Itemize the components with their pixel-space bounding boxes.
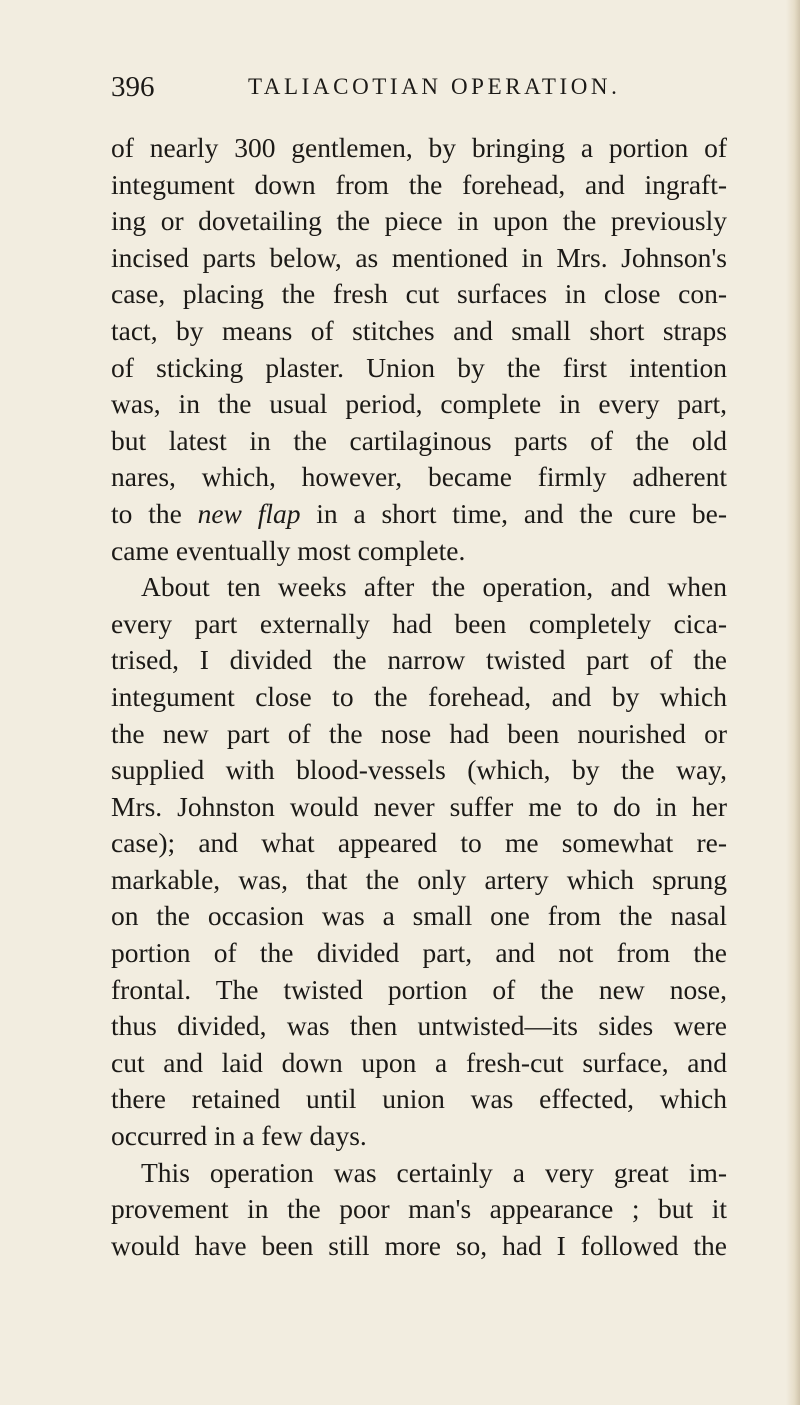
text-line: the new part of the nose had been nourished or: [111, 717, 727, 749]
text-line: on the occasion was a small one from the nasal: [111, 900, 727, 932]
paragraph-end-line: came eventually most complete.: [111, 534, 466, 566]
text-line: tact, by means of stitches and small short straps: [111, 314, 727, 346]
text-segment: in a short time, and the cure be-: [300, 497, 727, 529]
text-line: cut and laid down upon a fresh-cut surface, and: [111, 1046, 727, 1078]
text-line: would have been still more so, had I followed the: [111, 1229, 727, 1261]
running-head: TALIACOTIAN OPERATION.: [248, 74, 621, 99]
text-line: thus divided, was then untwisted—its sides were: [111, 1010, 727, 1042]
text-line: integument down from the forehead, and ingraft-: [111, 168, 727, 200]
text-line: there retained until union was effected, which: [111, 1083, 727, 1115]
text-line: provement in the poor man's appearance ; but it: [111, 1193, 727, 1225]
text-line: frontal. The twisted portion of the new nose,: [111, 973, 727, 1005]
text-line: integument close to the forehead, and by which: [111, 680, 727, 712]
text-line: nares, which, however, became firmly adherent: [111, 461, 727, 493]
text-line: supplied with blood-vessels (which, by the way,: [111, 754, 727, 786]
text-line: incised parts below, as mentioned in Mrs. Johnson's: [111, 241, 727, 273]
text-line: every part externally had been completely cica-: [111, 607, 727, 639]
text-line: ing or dovetailing the piece in upon the previously: [111, 205, 727, 237]
text-line: trised, I divided the narrow twisted part of the: [111, 644, 727, 676]
text-segment: to the: [111, 497, 198, 529]
text-line: of sticking plaster. Union by the first intention: [111, 351, 727, 383]
page-header: [111, 66, 711, 108]
text-line: of nearly 300 gentlemen, by bringing a portion of: [111, 132, 727, 163]
italic-phrase: new flap: [197, 497, 301, 529]
paragraph-start-line: This operation was certainly a very great im-: [141, 1156, 727, 1188]
text-line: markable, was, that the only artery which sprung: [111, 863, 727, 895]
text-line: was, in the usual period, complete in every part,: [111, 388, 727, 420]
text-line: portion of the divided part, and not from the: [111, 937, 727, 969]
text-line: Mrs. Johnston would never suffer me to do in her: [111, 790, 727, 822]
text-line: case, placing the fresh cut surfaces in close con-: [111, 278, 727, 310]
paragraph-end-line: occurred in a few days.: [111, 1120, 367, 1152]
body-text: [111, 130, 727, 1264]
text-line-with-italic: [111, 496, 727, 533]
page-number: 396: [111, 71, 155, 103]
text-line: case); and what appeared to me somewhat re-: [111, 827, 727, 859]
paragraph-start-line: About ten weeks after the operation, and when: [141, 571, 727, 603]
text-line: but latest in the cartilaginous parts of the old: [111, 424, 727, 456]
page-edge-shadow: [786, 0, 800, 1405]
